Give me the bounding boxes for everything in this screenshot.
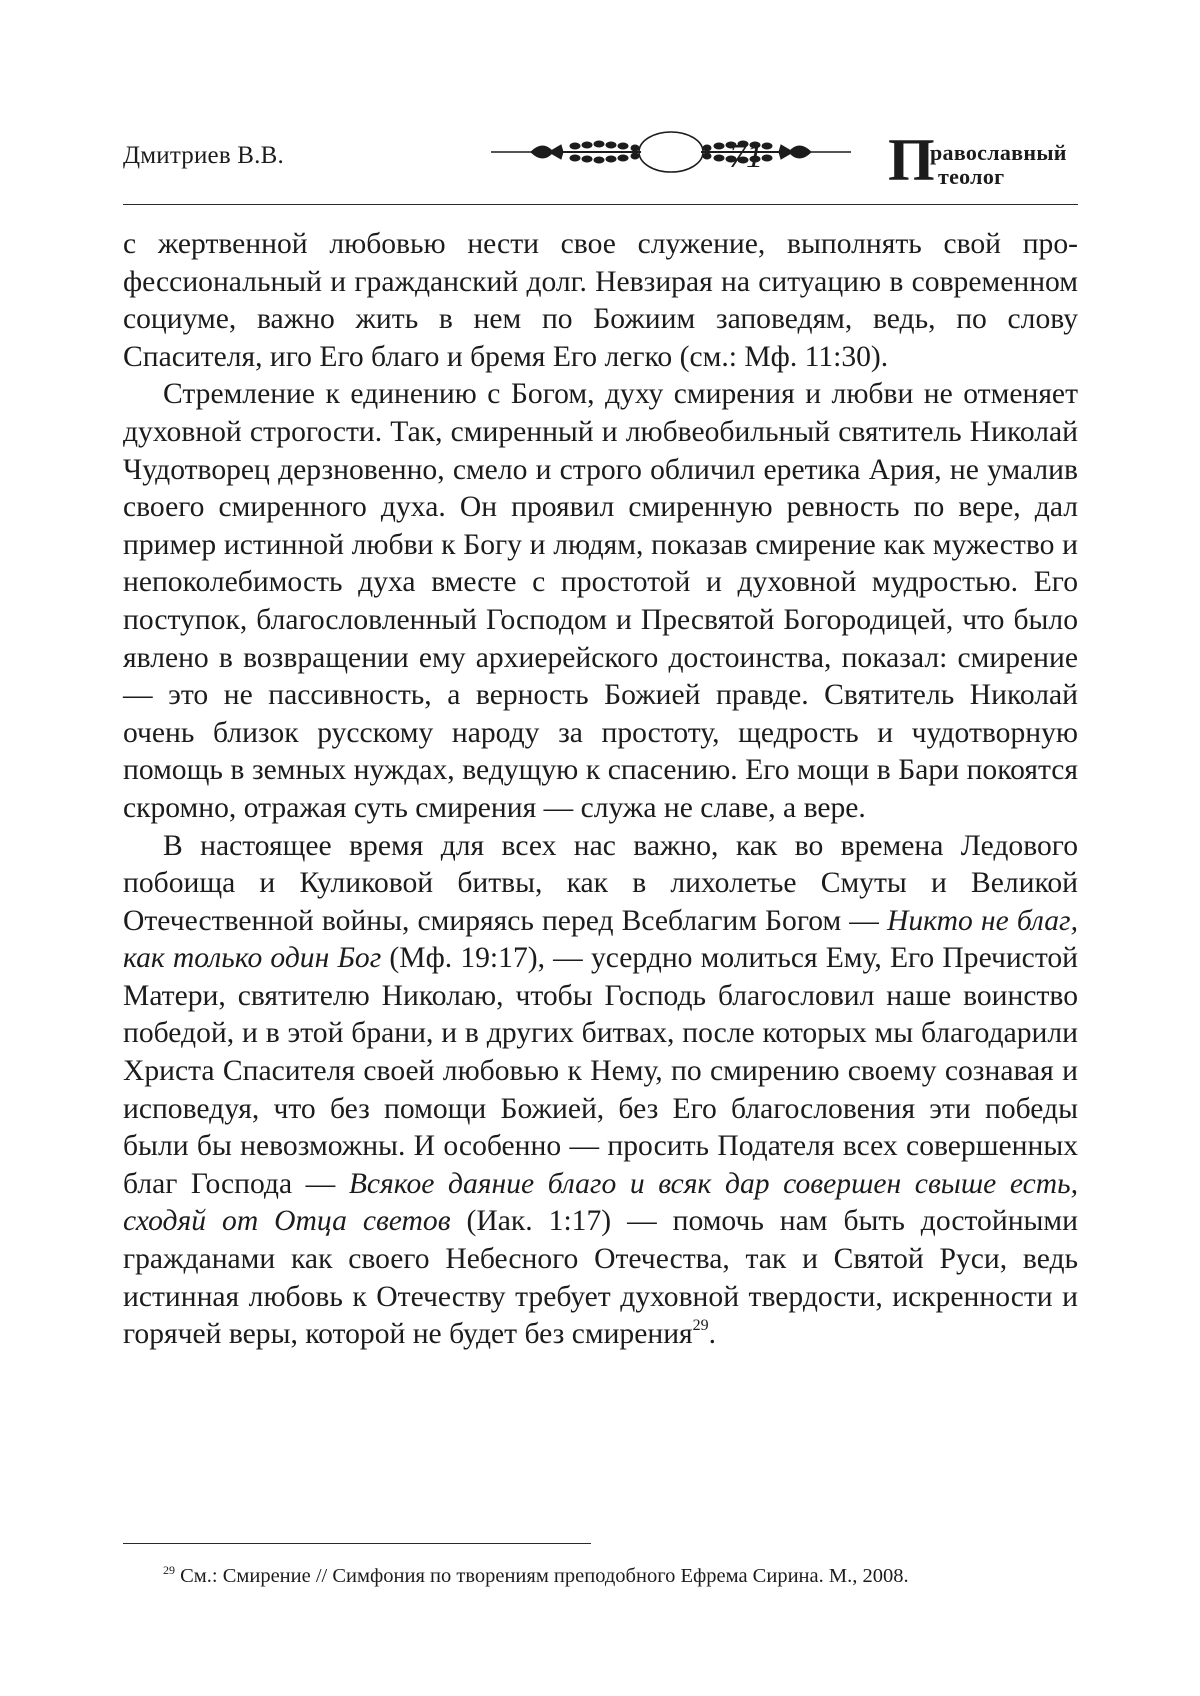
text-run: . — [708, 1318, 717, 1351]
page-number-frame-icon — [639, 132, 703, 172]
text-run: (Иак. 1:17) — помочь нам быть достойными гражданами как своего Небесного Отечества, так и Святой Руси, ведь истинная любовь к Отечеству требует духовной твердости, искренности и горячей веры, которой не будет без смирения — [123, 1205, 1078, 1351]
page-number: 71 — [729, 138, 763, 175]
text-run: Стремление к единению с Богом, духу смирения и любви не отменяет духовной строгости. Так, смиренный и любвеобильный святитель Николай Чудотворец дерзновенно, смело и строго обличил еретика Ария, не умалив своего смиренного духа. Он проявил смиренную ревность по вере, дал пример истинной любви к Богу и людям, показав смирение как мужество и непоколебимость духа вместе с простотой и духовной мудростью. Его поступок, благословленный Господом и Пресвятой Богородицей, что было явлено в возвращении ему архиерейского достоинства, показал: смирение — это не пассивность, а верность Божией правде. Святитель Николай очень близок русскому народу за простоту, щедрость и чудотворную помощь в земных нуждах, ведущую к спасению. Его мощи в Бари покоятся скромно, отражая суть смирения — служа не славе, а вере. — [123, 378, 1078, 824]
text-run: с жертвенной любовью нести свое служение, выполнять свой профессиональный и гражданский долг. Невзирая на ситуацию в современном социуме, важно жить в нем по Божиим заповедям, ведь, по слову Спасителя, иго Его благо и бремя Его легко (см.: Мф. 11:30). — [123, 228, 1078, 373]
journal-logo-line2: теолог — [938, 164, 1005, 189]
running-head-author: Дмитриев В.В. — [123, 142, 284, 169]
scripture-quote: Всякое даяние благо и всяк дар совершен свыше есть, сходяй от Отца светов — [123, 1167, 1078, 1238]
footnote-reference: 29 — [692, 1317, 709, 1335]
main-text — [123, 226, 1078, 1354]
footnote-text: См.: Смирение // Симфония по творениям преподобного Ефрема Сирина. М., 2008. — [180, 1565, 909, 1587]
text-run: (Мф. 19:17), — усердно молиться Ему, Его Пречистой Матери, святителю Николаю, чтобы Господь благословил наше воинство победой, и в этой брани, и в других битвах, после которых мы благодарили Христа Спасителя своей любовью к Нему, по смирению своему сознавая и исповедуя, что без помощи Божией, без Его благословения эти победы были бы невозможны. И особенно — просить Подателя всех совершенных благ Господа — — [123, 942, 1078, 1200]
paragraph — [123, 376, 1078, 827]
paragraph — [123, 226, 1078, 376]
footnote-divider — [123, 1543, 591, 1544]
journal-logo-line1: равославный — [930, 140, 1067, 165]
running-header — [123, 127, 1078, 208]
journal-logo-initial: П — [888, 127, 935, 193]
text-run: В настоящее время для всех нас важно, как во времена Ледового побоища и Куликовой битвы, как в лихолетье Смуты и Великой Отечественной войны, смиряясь перед Всеблагим Богом — — [123, 829, 1078, 937]
page-number-ornament — [491, 130, 851, 186]
journal-logo — [888, 127, 1078, 198]
footnote-number: 29 — [163, 1563, 175, 1577]
paragraph — [123, 828, 1078, 1354]
scripture-quote: Никто не благ, как только один Бог — [123, 904, 1078, 975]
left-vine-ornament-icon — [491, 141, 641, 163]
footnote — [163, 1563, 1078, 1589]
header-divider — [123, 204, 1078, 205]
